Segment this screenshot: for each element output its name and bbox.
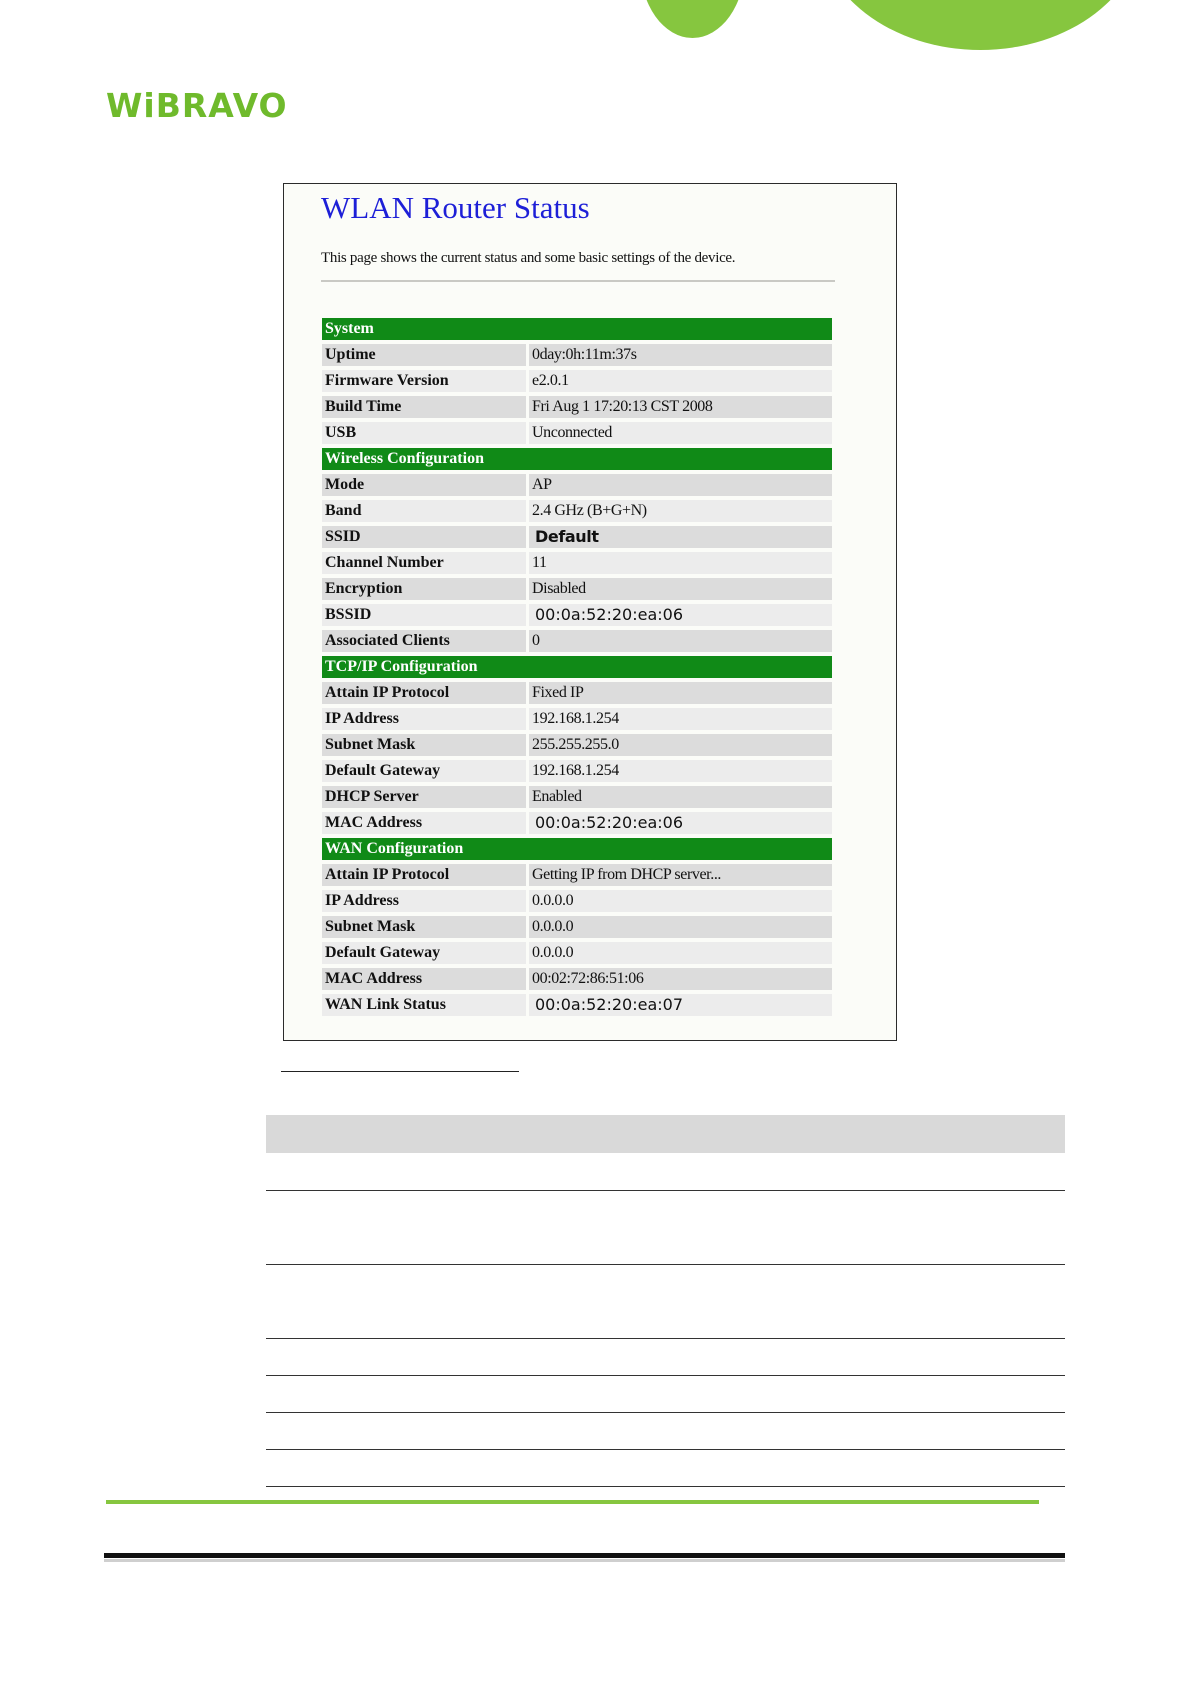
row-label: Build Time bbox=[322, 396, 526, 418]
footer-grey-rule bbox=[104, 1559, 1065, 1562]
status-row bbox=[322, 526, 832, 548]
row-value: e2.0.1 bbox=[529, 370, 832, 392]
row-label: Attain IP Protocol bbox=[322, 864, 526, 886]
row-label: Attain IP Protocol bbox=[322, 682, 526, 704]
section-rows bbox=[322, 864, 832, 1016]
status-row bbox=[322, 396, 832, 418]
table-row bbox=[266, 1339, 1065, 1376]
row-label: Mode bbox=[322, 474, 526, 496]
row-label: Uptime bbox=[322, 344, 526, 366]
description-table bbox=[266, 1115, 1065, 1487]
status-row bbox=[322, 968, 832, 990]
status-row bbox=[322, 552, 832, 574]
section-rows bbox=[322, 474, 832, 652]
row-label: WAN Link Status bbox=[322, 994, 526, 1016]
row-value: 192.168.1.254 bbox=[529, 708, 832, 730]
divider bbox=[321, 280, 835, 282]
table-row bbox=[266, 1450, 1065, 1487]
caption-underline bbox=[281, 1071, 519, 1072]
row-value: Unconnected bbox=[529, 422, 832, 444]
row-value: 00:02:72:86:51:06 bbox=[529, 968, 832, 990]
status-row bbox=[322, 734, 832, 756]
row-label: USB bbox=[322, 422, 526, 444]
table-row bbox=[266, 1153, 1065, 1191]
section-header: Wireless Configuration bbox=[322, 448, 832, 470]
footer-green-rule bbox=[106, 1500, 1039, 1504]
row-value: Fixed IP bbox=[529, 682, 832, 704]
table-row bbox=[266, 1413, 1065, 1450]
row-value: 0 bbox=[529, 630, 832, 652]
row-value: 00:0a:52:20:ea:07 bbox=[529, 994, 832, 1016]
status-row bbox=[322, 630, 832, 652]
section-header: WAN Configuration bbox=[322, 838, 832, 860]
router-status-screenshot bbox=[283, 183, 897, 1041]
row-value: Disabled bbox=[529, 578, 832, 600]
status-row bbox=[322, 864, 832, 886]
row-value: 00:0a:52:20:ea:06 bbox=[529, 604, 832, 626]
row-label: MAC Address bbox=[322, 968, 526, 990]
row-value: 192.168.1.254 bbox=[529, 760, 832, 782]
row-label: Default Gateway bbox=[322, 942, 526, 964]
status-row bbox=[322, 604, 832, 626]
section-header: TCP/IP Configuration bbox=[322, 656, 832, 678]
table-row bbox=[266, 1265, 1065, 1339]
status-row bbox=[322, 682, 832, 704]
row-label: SSID bbox=[322, 526, 526, 548]
status-row bbox=[322, 500, 832, 522]
status-row bbox=[322, 760, 832, 782]
page-description: This page shows the current status and some basic settings of the device. bbox=[321, 250, 736, 266]
row-label: Channel Number bbox=[322, 552, 526, 574]
row-label: DHCP Server bbox=[322, 786, 526, 808]
row-label: Band bbox=[322, 500, 526, 522]
brand-logo: WiBRAVO bbox=[106, 86, 288, 125]
row-value: AP bbox=[529, 474, 832, 496]
row-label: Subnet Mask bbox=[322, 734, 526, 756]
row-value: 255.255.255.0 bbox=[529, 734, 832, 756]
row-label: IP Address bbox=[322, 890, 526, 912]
status-table bbox=[322, 318, 832, 1020]
row-label: Default Gateway bbox=[322, 760, 526, 782]
row-value: Fri Aug 1 17:20:13 CST 2008 bbox=[529, 396, 832, 418]
row-value: 2.4 GHz (B+G+N) bbox=[529, 500, 832, 522]
status-row bbox=[322, 786, 832, 808]
status-row bbox=[322, 942, 832, 964]
section-rows bbox=[322, 344, 832, 444]
table-row bbox=[266, 1191, 1065, 1265]
row-label: MAC Address bbox=[322, 812, 526, 834]
status-row bbox=[322, 474, 832, 496]
row-value: Getting IP from DHCP server... bbox=[529, 864, 832, 886]
status-row bbox=[322, 812, 832, 834]
row-value: 0.0.0.0 bbox=[529, 916, 832, 938]
row-value: Enabled bbox=[529, 786, 832, 808]
page-title: WLAN Router Status bbox=[321, 190, 590, 225]
decor-circle-right bbox=[818, 0, 1143, 50]
row-value: 11 bbox=[529, 552, 832, 574]
table-header bbox=[266, 1115, 1065, 1153]
section-rows bbox=[322, 682, 832, 834]
row-label: IP Address bbox=[322, 708, 526, 730]
status-row bbox=[322, 916, 832, 938]
status-row bbox=[322, 344, 832, 366]
row-label: Firmware Version bbox=[322, 370, 526, 392]
row-value: Default bbox=[529, 526, 832, 548]
row-label: Subnet Mask bbox=[322, 916, 526, 938]
footer-black-rule bbox=[104, 1553, 1065, 1558]
status-row bbox=[322, 994, 832, 1016]
row-value: 0.0.0.0 bbox=[529, 890, 832, 912]
row-value: 00:0a:52:20:ea:06 bbox=[529, 812, 832, 834]
row-label: Associated Clients bbox=[322, 630, 526, 652]
status-row bbox=[322, 708, 832, 730]
row-value: 0day:0h:11m:37s bbox=[529, 344, 832, 366]
status-row bbox=[322, 890, 832, 912]
table-row bbox=[266, 1376, 1065, 1413]
decor-circle-left bbox=[640, 0, 745, 38]
row-label: BSSID bbox=[322, 604, 526, 626]
status-row bbox=[322, 422, 832, 444]
section-header: System bbox=[322, 318, 832, 340]
row-value: 0.0.0.0 bbox=[529, 942, 832, 964]
status-row bbox=[322, 370, 832, 392]
row-label: Encryption bbox=[322, 578, 526, 600]
status-row bbox=[322, 578, 832, 600]
